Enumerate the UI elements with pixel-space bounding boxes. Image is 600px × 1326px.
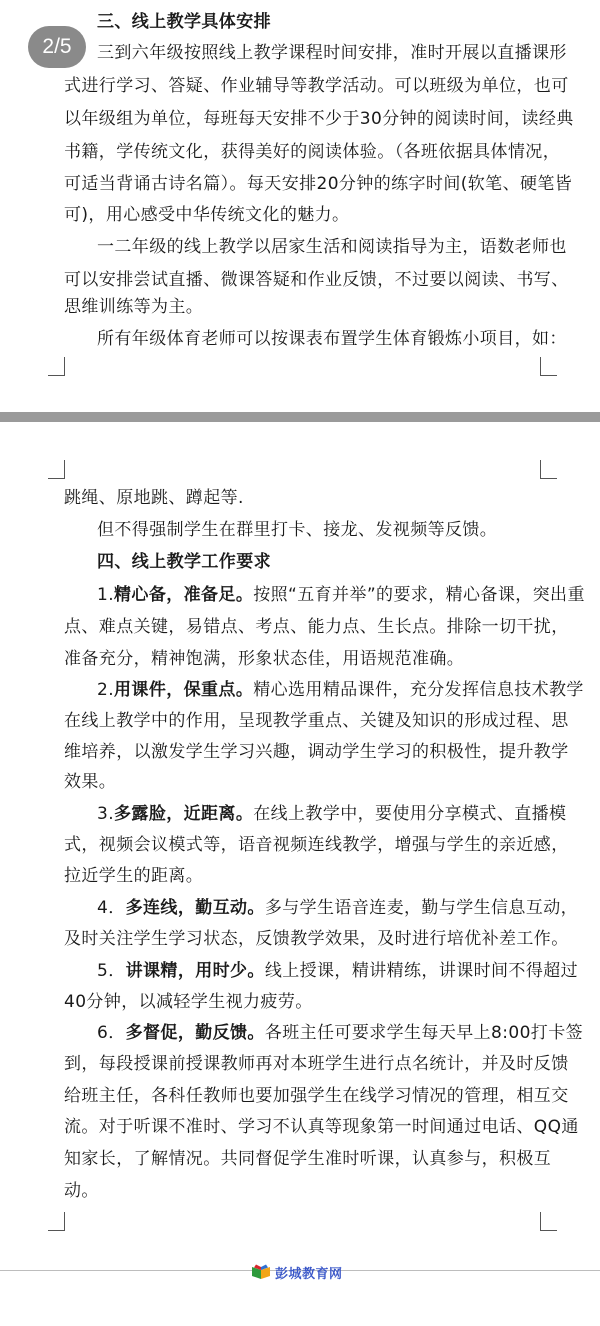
section-heading-3: 三、线上教学具体安排 <box>97 12 271 32</box>
paragraph-line: 思维训练等为主。 <box>64 297 204 317</box>
paragraph-line: 可以安排尝试直播、微课答疑和作业反馈，不过要以阅读、书写、 <box>64 270 569 290</box>
item-number: 5． <box>97 961 126 981</box>
item-number: 3. <box>97 804 115 824</box>
paragraph-line: 以年级组为单位，每班每天安排不少于30分钟的阅读时间，读经典 <box>64 109 574 129</box>
requirement-4-first-line <box>97 898 587 918</box>
paragraph-line: 可)，用心感受中华传统文化的魅力。 <box>64 205 350 225</box>
paragraph-line: 式，视频会议模式等，语音视频连线教学，增强与学生的亲近感， <box>64 835 569 855</box>
page-margin-corner <box>48 460 65 479</box>
page-margin-corner <box>540 357 557 376</box>
footer-logo <box>250 1262 343 1282</box>
item-title: 多连线，勤互动。 <box>125 898 265 918</box>
page-separator <box>0 412 600 422</box>
paragraph-line: 点、难点关键，易错点、考点、能力点、生长点。排除一切干扰， <box>64 617 569 637</box>
paragraph-line: 跳绳、原地跳、蹲起等. <box>64 488 244 508</box>
requirement-2-first-line <box>97 680 587 700</box>
item-title: 精心备，准备足。 <box>114 585 254 605</box>
item-text: 在线上教学中，要使用分享模式、直播模 <box>253 804 567 824</box>
paragraph-line: 维培养，以激发学生学习兴趣，调动学生学习的积极性，提升教学 <box>64 742 569 762</box>
paragraph-line: 三到六年级按照线上教学课程时间安排，准时开展以直播课形 <box>97 43 567 63</box>
page-margin-corner <box>48 357 65 376</box>
requirement-6-first-line <box>97 1023 587 1043</box>
section-heading-4: 四、线上教学工作要求 <box>97 552 271 572</box>
item-number: 2. <box>97 680 115 700</box>
paragraph-line: 效果。 <box>64 772 117 792</box>
paragraph-line: 但不得强制学生在群里打卡、接龙、发视频等反馈。 <box>97 520 498 540</box>
logo-text: 彭城教育网 <box>275 1266 343 1282</box>
paragraph-line: 准备充分，精神饱满，形象状态佳，用语规范准确。 <box>64 649 465 669</box>
item-number: 4． <box>97 898 126 918</box>
page-margin-corner <box>540 460 557 479</box>
document-page-1 <box>0 0 600 412</box>
paragraph-line: 流。对于听课不准时、学习不认真等现象第一时间通过电话、QQ通 <box>64 1117 579 1137</box>
paragraph-line: 拉近学生的距离。 <box>64 866 204 886</box>
item-text: 线上授课，精讲精练，讲课时间不得超过 <box>264 961 579 981</box>
item-title: 用课件，保重点。 <box>114 680 254 700</box>
page-counter-badge: 2/5 <box>28 26 86 68</box>
paragraph-line: 知家长，了解情况。共同督促学生准时听课，认真参与，积极互 <box>64 1149 552 1169</box>
paragraph-line: 一二年级的线上教学以居家生活和阅读指导为主，语数老师也 <box>97 237 567 257</box>
item-title: 多露脸，近距离。 <box>114 804 254 824</box>
paragraph-line: 40分钟，以减轻学生视力疲劳。 <box>64 992 313 1012</box>
item-text: 精心选用精品课件，充分发挥信息技术教学 <box>253 680 584 700</box>
item-title: 讲课精，用时少。 <box>125 961 265 981</box>
paragraph-line: 在线上教学中的作用，呈现教学重点、关键及知识的形成过程、思 <box>64 711 569 731</box>
paragraph-line: 可适当背诵古诗名篇）。每天安排20分钟的练字时间(软笔、硬笔皆 <box>64 174 573 194</box>
requirement-1-first-line <box>97 585 587 605</box>
item-number: 6． <box>97 1023 126 1043</box>
item-title: 多督促，勤反馈。 <box>125 1023 265 1043</box>
item-text: 多与学生语音连麦，勤与学生信息互动， <box>264 898 579 918</box>
paragraph-line: 书籍，学传统文化，获得美好的阅读体验。（各班依据具体情况， <box>64 142 561 162</box>
paragraph-line: 动。 <box>64 1181 99 1201</box>
requirement-3-first-line <box>97 804 587 824</box>
paragraph-line: 及时关注学生学习状态，反馈教学效果，及时进行培优补差工作。 <box>64 929 569 949</box>
page-margin-corner <box>48 1212 65 1231</box>
item-text: 各班主任可要求学生每天早上8:00打卡签 <box>264 1023 584 1043</box>
paragraph-line: 给班主任，各科任教师也要加强学生在线学习情况的管理，相互交 <box>64 1086 569 1106</box>
page-margin-corner <box>540 1212 557 1231</box>
item-number: 1. <box>97 585 115 605</box>
paragraph-line: 所有年级体育老师可以按课表布置学生体育锻炼小项目，如： <box>97 329 567 349</box>
book-logo-icon <box>250 1263 272 1281</box>
requirement-5-first-line <box>97 961 587 981</box>
paragraph-line: 到，每段授课前授课教师再对本班学生进行点名统计，并及时反馈 <box>64 1054 569 1074</box>
item-text: 按照“五育并举”的要求，精心备课，突出重 <box>253 585 585 605</box>
paragraph-line: 式进行学习、答疑、作业辅导等教学活动。可以班级为单位，也可 <box>64 76 569 96</box>
